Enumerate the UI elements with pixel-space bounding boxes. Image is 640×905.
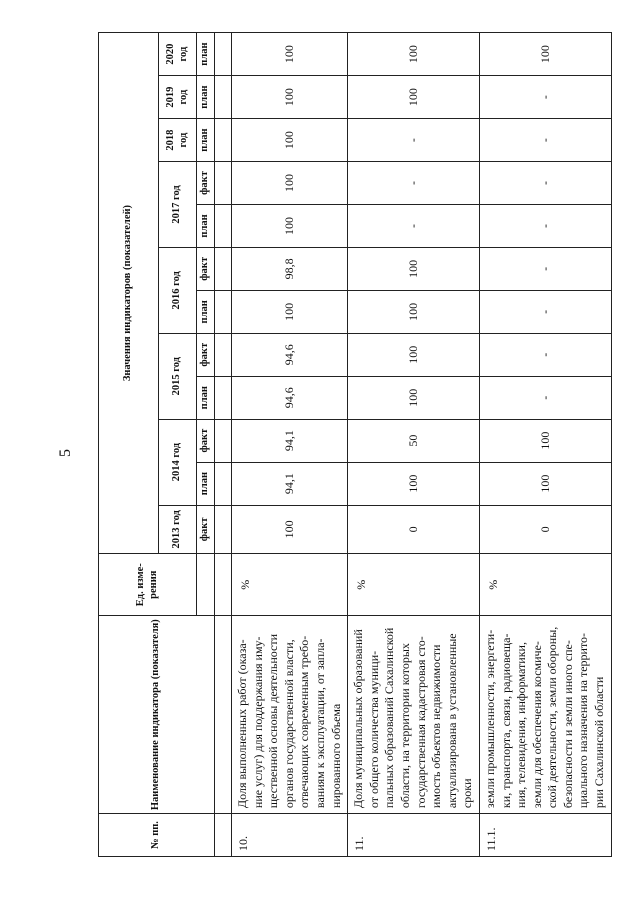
empty-cell <box>215 119 232 162</box>
header-2018-plan: план <box>197 119 215 162</box>
value-2017-fact: 100 <box>232 162 348 205</box>
header-2015-plan: план <box>197 376 215 419</box>
empty-cell <box>215 290 232 333</box>
empty-cell <box>215 247 232 290</box>
header-values: Значения индикаторов (показателей) <box>99 33 159 554</box>
value-2017-fact: - <box>348 162 480 205</box>
empty-cell <box>215 333 232 376</box>
value-2014-plan: 100 <box>479 462 611 505</box>
value-2020-plan: 100 <box>348 33 480 76</box>
row-number: 11.1. <box>479 814 611 857</box>
empty-cell <box>215 554 232 616</box>
table-row <box>348 33 480 857</box>
value-2014-plan: 94,1 <box>232 462 348 505</box>
header-2017-fact: факт <box>197 162 215 205</box>
header-indicator-name: Наименование индикатора (показателя) <box>99 616 215 814</box>
empty-cell <box>215 814 232 857</box>
indicator-name: Доля муниципальных образований от общего количества муници-пальных образований Сахалинской области, на территории которых государственная кадастровая сто-имость объектов недвижимости актуализирована в установленные сроки <box>348 616 480 814</box>
value-2018-plan: 100 <box>232 119 348 162</box>
unit-cell: % <box>348 554 480 616</box>
value-2013-fact: 0 <box>479 505 611 554</box>
empty-cell <box>215 204 232 247</box>
header-2020-plan: план <box>197 33 215 76</box>
empty-cell <box>215 376 232 419</box>
value-2015-plan: - <box>479 376 611 419</box>
header-2014-plan: план <box>197 462 215 505</box>
value-2017-plan: 100 <box>232 204 348 247</box>
value-2014-fact: 94,1 <box>232 419 348 462</box>
value-2019-plan: 100 <box>232 76 348 119</box>
value-2015-fact: 94,6 <box>232 333 348 376</box>
value-2013-fact: 100 <box>232 505 348 554</box>
value-2017-plan: - <box>348 204 480 247</box>
value-2014-plan: 100 <box>348 462 480 505</box>
value-2016-plan: 100 <box>232 290 348 333</box>
header-2016-fact: факт <box>197 247 215 290</box>
value-2017-plan: - <box>479 204 611 247</box>
empty-cell <box>215 462 232 505</box>
header-2015-fact: факт <box>197 333 215 376</box>
header-2013-fact: факт <box>197 505 215 554</box>
value-2019-plan: - <box>479 76 611 119</box>
table-row <box>479 33 611 857</box>
header-unit: Ед. изме-рения <box>99 554 197 616</box>
value-2016-fact: 98,8 <box>232 247 348 290</box>
value-2014-fact: 50 <box>348 419 480 462</box>
header-unit-blank <box>197 554 215 616</box>
value-2015-plan: 100 <box>348 376 480 419</box>
header-2019-plan: план <box>197 76 215 119</box>
row-number: 10. <box>232 814 348 857</box>
value-2015-fact: - <box>479 333 611 376</box>
value-2020-plan: 100 <box>232 33 348 76</box>
value-2018-plan: - <box>348 119 480 162</box>
value-2019-plan: 100 <box>348 76 480 119</box>
value-2017-fact: - <box>479 162 611 205</box>
value-2014-fact: 100 <box>479 419 611 462</box>
empty-cell <box>215 419 232 462</box>
header-year-2019: 2019 год <box>159 76 197 119</box>
header-year-2014: 2014 год <box>159 419 197 505</box>
header-year-2016: 2016 год <box>159 247 197 333</box>
empty-cell <box>215 76 232 119</box>
header-year-2013: 2013 год <box>159 505 197 554</box>
header-2016-plan: план <box>197 290 215 333</box>
value-2015-plan: 94,6 <box>232 376 348 419</box>
value-2016-plan: - <box>479 290 611 333</box>
value-2016-fact: 100 <box>348 247 480 290</box>
header-year-2018: 2018 год <box>159 119 197 162</box>
header-year-2020: 2020 год <box>159 33 197 76</box>
value-2015-fact: 100 <box>348 333 480 376</box>
value-2020-plan: 100 <box>479 33 611 76</box>
value-2018-plan: - <box>479 119 611 162</box>
table-row <box>232 33 348 857</box>
header-year-2017: 2017 год <box>159 162 197 248</box>
empty-cell <box>215 33 232 76</box>
empty-cell <box>215 162 232 205</box>
header-number: № пп. <box>99 814 215 857</box>
row-number: 11. <box>348 814 480 857</box>
rotated-table-wrapper <box>98 32 607 857</box>
header-2014-fact: факт <box>197 419 215 462</box>
header-year-2015: 2015 год <box>159 333 197 419</box>
indicators-table <box>98 32 612 857</box>
page-number: 5 <box>57 449 74 457</box>
value-2013-fact: 0 <box>348 505 480 554</box>
unit-cell: % <box>479 554 611 616</box>
indicator-name: земли промышленности, энергети-ки, транспорта, связи, радиовеща-ния, телевидения, информатики, земли для обеспечения космиче-ской деятельности, земли обороны, безопасности и земли иного спе-циального назначения на террито-рии Сахалинской области <box>479 616 611 814</box>
indicator-name: Доля выполненных работ (оказа-ние услуг) для поддержания иму-щественной основы деятельности органов государственной власти, отвечающих современным требо-ваниям к эксплуатации, от запла-нированного объема <box>232 616 348 814</box>
unit-cell: % <box>232 554 348 616</box>
empty-cell <box>215 616 232 814</box>
empty-cell <box>215 505 232 554</box>
value-2016-plan: 100 <box>348 290 480 333</box>
value-2016-fact: - <box>479 247 611 290</box>
header-2017-plan: план <box>197 204 215 247</box>
